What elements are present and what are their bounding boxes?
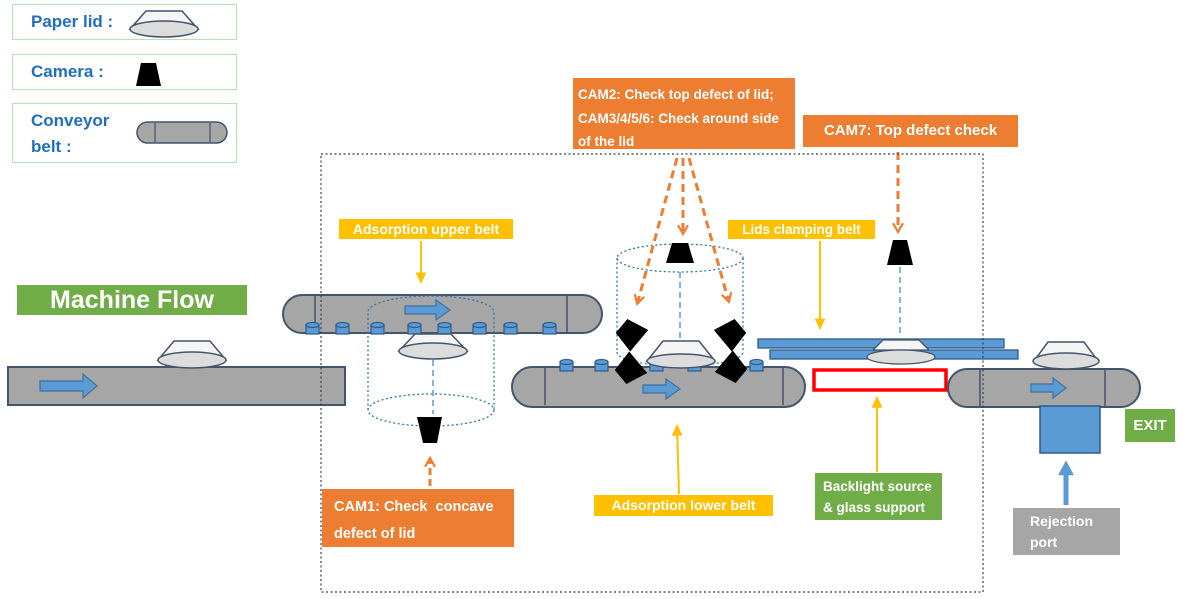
cam1-line2: defect of lid [334, 526, 416, 542]
legend-paper-lid-label: Paper lid : [31, 11, 114, 31]
infeed-conveyor-belt [8, 367, 345, 405]
exit-label: EXIT [1125, 409, 1175, 442]
exit-conveyor-belt [948, 369, 1140, 407]
rejection-chute [1040, 406, 1100, 453]
cam2-line1: CAM2: Check top defect of lid; [578, 87, 774, 102]
camera-icon [666, 243, 694, 263]
legend-item-camera [12, 54, 237, 90]
camera-icon [887, 240, 913, 265]
label-adsorption-lower-belt: Adsorption lower belt [594, 495, 773, 516]
cam1-line1: CAM1: Check concave [334, 499, 494, 515]
machine-flow-title: Machine Flow [17, 285, 247, 315]
legend-camera-label: Camera : [31, 61, 104, 81]
paper-lid [158, 341, 226, 368]
legend-conveyor-belt-label: Conveyor belt : [31, 111, 110, 157]
camera-icon [417, 417, 442, 443]
label-lids-clamping-belt: Lids clamping belt [728, 220, 875, 239]
cam2-line3: of the lid [578, 134, 635, 149]
cam2-callout [573, 78, 795, 149]
rejection-port-label [1013, 508, 1120, 555]
adsorption-upper-belt-graphic [283, 295, 602, 334]
paper-lid [399, 334, 467, 359]
legend-item-conveyor-belt [12, 103, 237, 163]
legend-item-paper-lid [12, 4, 237, 40]
label-adsorption-upper-belt: Adsorption upper belt [339, 219, 513, 239]
cam1-callout [322, 489, 514, 547]
backlight-line1: Backlight source [823, 479, 932, 494]
cam7-callout: CAM7: Top defect check [803, 115, 1018, 147]
camera-icon [613, 315, 649, 351]
camera-icon [714, 315, 750, 351]
backlight-line2: & glass support [823, 499, 926, 515]
paper-lid [647, 341, 715, 368]
rejection-line1: Rejection [1030, 513, 1094, 529]
rejection-line2: port [1030, 534, 1058, 550]
backlight-source-label [815, 473, 942, 520]
cam2-callout-arrows [638, 158, 728, 301]
backlight-glass-support [814, 370, 946, 390]
cam2-line2: CAM3/4/5/6: Check around side [578, 110, 780, 126]
paper-lid [1033, 342, 1099, 369]
